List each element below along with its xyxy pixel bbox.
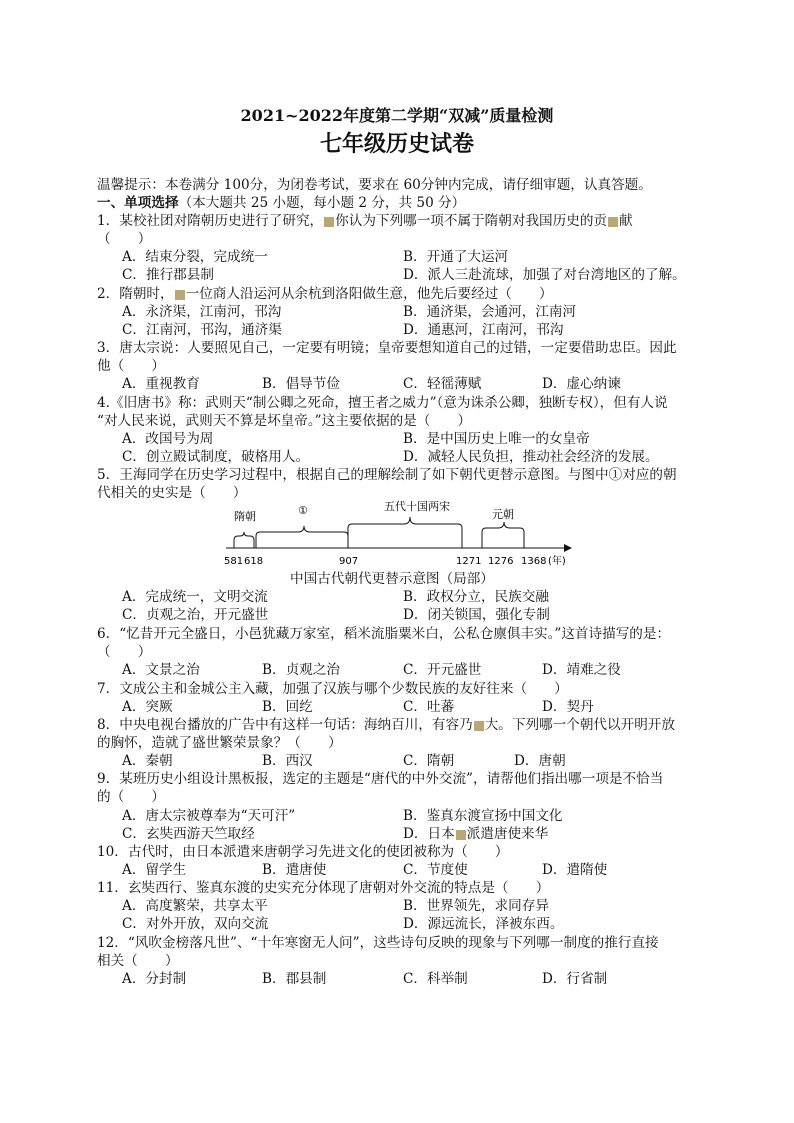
- label-circle-one: ①: [298, 504, 308, 517]
- brace-yuan: [482, 522, 524, 548]
- tick-618: 618: [244, 556, 264, 567]
- q12-option-b: B．郡县制: [262, 971, 327, 987]
- question-4-stem-cont: “对人民来说，武则天不算是坏皇帝。”这主要依据的是（ ）: [97, 413, 472, 429]
- label-sui: 隋朝: [234, 510, 256, 523]
- q6-option-b: B．贞观之治: [262, 662, 340, 678]
- q7-option-d: D．契丹: [542, 699, 594, 715]
- q10-option-c: C．节度使: [403, 862, 468, 878]
- q1-stem-a: 1．某校社团对隋朝历史进行了研究，: [97, 213, 324, 229]
- q4-option-b: B．是中国历史上唯一的女皇帝: [403, 431, 590, 447]
- q11-option-c: C．对外开放，双向交流: [122, 916, 269, 932]
- question-1-stem: [97, 212, 633, 230]
- q2-option-a: A．永济渠，江南河，邗沟: [122, 304, 282, 320]
- q7-option-b: B．回纥: [262, 699, 313, 715]
- brace-circle-one: [256, 526, 348, 548]
- q9-option-d-a: D．日本: [403, 826, 455, 842]
- brace-sui: [234, 532, 254, 548]
- q11-option-b: B．世界领先，求同存异: [403, 898, 549, 914]
- q12-option-c: C．科举制: [403, 971, 468, 987]
- question-5-stem: 5．王海同学在历史学习过程中，根据自己的理解绘制了如下朝代更替示意图。与图中①对应的朝: [97, 467, 677, 483]
- print-mark: [324, 217, 334, 227]
- q2-stem-b: 一位商人沿运河从余杭到洛阳做生意，他先后要经过（ ）: [185, 286, 553, 302]
- q5-option-a: A．完成统一，文明交流: [122, 589, 268, 605]
- q9-option-a: A．唐太宗被尊奉为“天可汗”: [122, 808, 296, 824]
- timeline-caption: 中国古代朝代更替示意图（局部）: [290, 571, 494, 587]
- question-3-stem: 3．唐太宗说：人要照见自己，一定要有明镜；皇帝要想知道自己的过错，一定要借助忠臣。因此: [97, 340, 677, 356]
- q10-option-a: A．留学生: [122, 862, 187, 878]
- question-5-stem-cont: 代相关的史实是（ ）: [97, 485, 247, 501]
- q6-option-d: D．靖难之役: [542, 662, 621, 678]
- print-mark: [175, 290, 185, 300]
- print-mark: [474, 721, 484, 731]
- exam-subtitle: 七年级历史试卷: [319, 131, 474, 157]
- q10-option-b: B．遣唐使: [262, 862, 327, 878]
- q11-option-d: D．源远流长，泽被东西。: [403, 916, 564, 932]
- label-five-dynasties: 五代十国两宋: [384, 500, 450, 513]
- q1-option-d: D．派人三赴流球，加强了对台湾地区的了解。: [403, 267, 686, 283]
- q8-option-d: D．唐朝: [514, 753, 566, 769]
- question-9-stem: 9．某班历史小组设计黑板报，选定的主题是“唐代的中外交流”，请帮他们指出哪一项是不恰当: [97, 771, 664, 787]
- question-4-stem: 4.《旧唐书》称：武则天“制公卿之死命，擅王者之威力”（意为诛杀公卿，独断专权），但有人说: [97, 395, 668, 411]
- timeline-arrow: [564, 544, 572, 552]
- tick-1271: 1271: [456, 556, 482, 567]
- q9-option-b: B．鉴真东渡宣扬中国文化: [403, 808, 563, 824]
- q2-option-c: C．江南河，邗沟，通济渠: [122, 322, 282, 338]
- tick-1368: 1368: [521, 556, 547, 567]
- q12-option-d: D．行省制: [542, 971, 608, 987]
- q10-option-d: D．遣隋使: [542, 862, 608, 878]
- q4-option-a: A．改国号为周: [122, 431, 214, 447]
- print-mark: [456, 830, 466, 840]
- question-12-stem-cont: 相关（ ）: [97, 953, 179, 969]
- q8-option-b: B．西汉: [262, 753, 313, 769]
- question-9-stem-cont: 的（ ）: [97, 789, 165, 805]
- question-12-stem: 12．“风吹金榜落凡世”、“十年寒窗无人问”，这些诗句反映的现象与下列哪一制度的推行直接: [97, 935, 659, 951]
- q1-option-a: A．结束分裂，完成统一: [122, 249, 268, 265]
- question-6-stem-cont: （ ）: [97, 644, 152, 660]
- tick-907: 907: [339, 556, 359, 567]
- tick-581: 581: [224, 556, 244, 567]
- q3-option-a: A．重视教育: [122, 376, 200, 392]
- q2-option-d: D．通惠河，江南河，邗沟: [403, 322, 564, 338]
- q4-option-d: D．减轻人民负担，推动社会经济的发展。: [403, 449, 659, 465]
- q8-option-c: C．隋朝: [403, 753, 455, 769]
- q8-option-a: A．秦朝: [122, 753, 173, 769]
- q1-stem-c: 献: [619, 213, 633, 229]
- q5-option-c: C．贞观之治，开元盛世: [122, 607, 269, 623]
- dynasty-timeline-diagram: [218, 500, 580, 572]
- q12-option-a: A．分封制: [122, 971, 187, 987]
- q6-option-c: C．开元盛世: [403, 662, 482, 678]
- q7-option-c: C．吐蕃: [403, 699, 455, 715]
- brace-five-dynasties: [348, 517, 462, 548]
- question-1-stem-cont: （ ）: [97, 231, 152, 247]
- q6-option-a: A．文景之治: [122, 662, 200, 678]
- q11-option-a: A．高度繁荣，共享太平: [122, 898, 268, 914]
- question-3-stem-cont: 他（ ）: [97, 358, 165, 374]
- q8-stem-b: 大。下列哪一个朝代以开明开放: [484, 717, 675, 733]
- q3-option-c: C．轻徭薄赋: [403, 376, 482, 392]
- instructions: 温馨提示：本卷满分 100分，为闭卷考试，要求在 60分钟内完成，请仔细审题，认真答题。: [97, 177, 652, 193]
- section-header: [97, 194, 465, 212]
- section-note: （本大题共 25 小题，每小题 2 分，共 50 分）: [178, 195, 466, 211]
- section-label: 一、单项选择: [97, 195, 179, 211]
- q5-option-b: B．政权分立，民族交融: [403, 589, 549, 605]
- q4-option-c: C．创立殿试制度，破格用人。: [122, 449, 310, 465]
- print-mark: [608, 217, 618, 227]
- label-yuan: 元朝: [492, 508, 514, 521]
- q2-stem-a: 2．隋朝时，: [97, 286, 174, 302]
- q3-option-d: D．虚心纳谏: [542, 376, 621, 392]
- question-8-stem: [97, 716, 675, 734]
- tick-1276: 1276: [488, 556, 514, 567]
- question-10-stem: 10．古代时，由日本派遣来唐朝学习先进文化的使团被称为（ ）: [97, 844, 509, 860]
- q1-option-b: B．开通了大运河: [403, 249, 509, 265]
- q9-option-d-b: 派遣唐使来华: [466, 826, 549, 842]
- question-6-stem: 6．“忆昔开元全盛日，小邑犹藏万家室，稻米流脂粟米白，公私仓廪俱丰实。”这首诗描写的是：: [97, 626, 671, 642]
- question-7-stem: 7．文成公主和金城公主入藏，加强了汉族与哪个少数民族的友好往来（ ）: [97, 681, 568, 697]
- q2-option-b: B．通济渠，会通河，江南河: [403, 304, 577, 320]
- question-11-stem: 11．玄奘西行、鉴真东渡的史实充分体现了唐朝对外交流的特点是（ ）: [97, 880, 550, 896]
- tick-unit: (年): [548, 556, 566, 567]
- q3-option-b: B．倡导节俭: [262, 376, 340, 392]
- q9-option-c: C．玄奘西游天竺取经: [122, 826, 255, 842]
- q8-stem-a: 8．中央电视台播放的广告中有这样一句话：海纳百川，有容乃: [97, 717, 473, 733]
- q1-stem-b: 你认为下列哪一项不属于隋朝对我国历史的贡: [335, 213, 608, 229]
- q9-option-d: [403, 825, 548, 843]
- q7-option-a: A．突厥: [122, 699, 173, 715]
- exam-title: 2021~2022年度第二学期“双减”质量检测: [240, 106, 554, 125]
- q5-option-d: D．闭关锁国，强化专制: [403, 607, 550, 623]
- question-8-stem-cont: 的胸怀，造就了盛世繁荣景象？（ ）: [97, 735, 342, 751]
- q1-option-c: C．推行郡县制: [122, 267, 214, 283]
- question-2-stem: [97, 285, 553, 303]
